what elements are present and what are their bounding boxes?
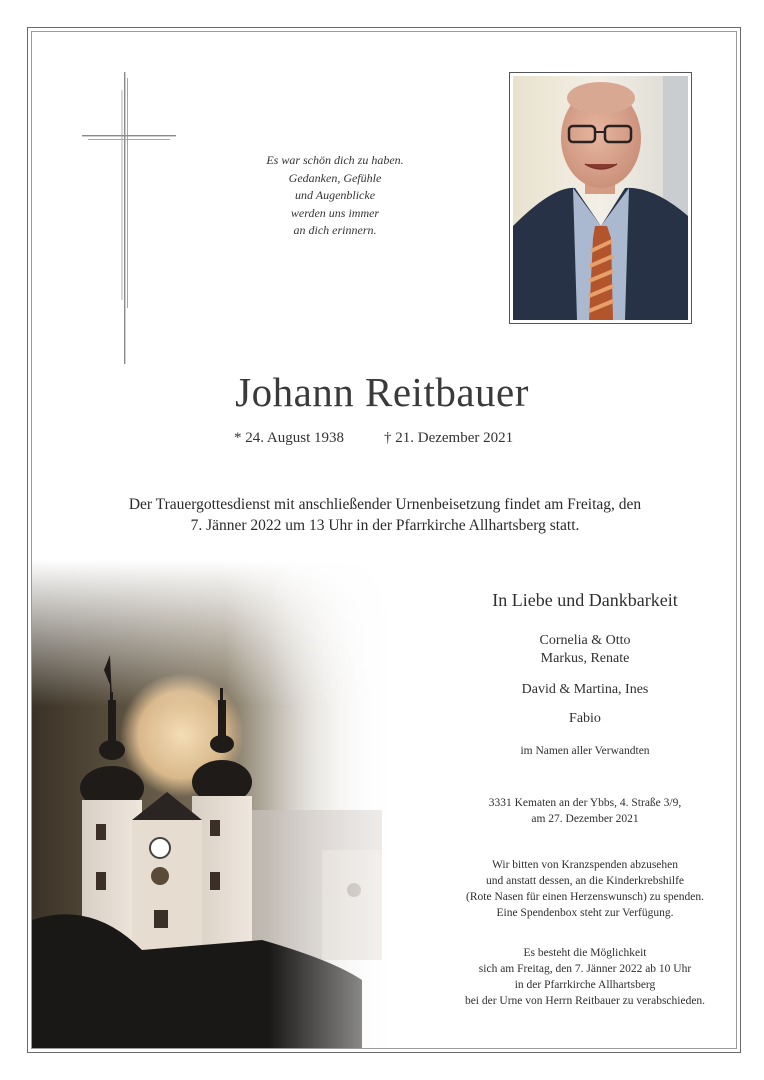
mourners-heading: In Liebe und Dankbarkeit	[492, 590, 678, 610]
family-group-3: Fabio	[569, 711, 601, 726]
service-line: 7. Jänner 2022 um 13 Uhr in der Pfarrkirche Allhartsberg statt.	[190, 517, 580, 534]
donation-line: (Rote Nasen für einen Herzenswunsch) zu spenden.	[466, 891, 704, 903]
urn-line: in der Pfarrkirche Allhartsberg	[514, 979, 656, 991]
verse-line: Gedanken, Gefühle	[288, 170, 382, 185]
deceased-name: Johann Reitbauer	[235, 369, 529, 415]
service-announcement	[90, 494, 680, 536]
urn-line: Es besteht die Möglichkeit	[523, 947, 647, 959]
death-date: † 21. Dezember 2021	[384, 430, 514, 446]
verse-line: an dich erinnern.	[293, 223, 377, 237]
verse-line: und Augenblicke	[294, 188, 376, 202]
address-block	[440, 795, 730, 827]
family-group-1	[440, 632, 730, 668]
service-line: Der Trauergottesdienst mit anschließender Urnenbeisetzung findet am Freitag, den	[128, 496, 642, 513]
donation-line: Wir bitten von Kranzspenden abzusehen	[491, 859, 679, 871]
memorial-verse	[250, 152, 420, 240]
portrait-frame	[509, 72, 692, 324]
church-image	[32, 560, 462, 1048]
portrait-photo	[513, 76, 688, 320]
donation-line: und anstatt dessen, an die Kinderkrebshilfe	[486, 875, 684, 887]
donation-line: Eine Spendenbox steht zur Verfügung.	[496, 907, 674, 919]
relatives-note: im Namen aller Verwandten	[520, 745, 650, 757]
family-line: Markus, Renate	[540, 651, 630, 666]
verse-line: Es war schön dich zu haben.	[266, 153, 404, 167]
birth-date: * 24. August 1938	[234, 430, 345, 446]
donation-note	[440, 857, 730, 921]
family-group-2: David & Martina, Ines	[521, 682, 649, 697]
urn-line: bei der Urne von Herrn Reitbauer zu verabschieden.	[464, 995, 706, 1007]
urn-farewell-note	[440, 945, 730, 1009]
address-line: 3331 Kematen an der Ybbs, 4. Straße 3/9,	[488, 797, 682, 809]
urn-line: sich am Freitag, den 7. Jänner 2022 ab 10 Uhr	[478, 963, 692, 975]
family-line: Cornelia & Otto	[539, 633, 631, 648]
address-date: am 27. Dezember 2021	[531, 813, 639, 825]
cross-icon	[80, 72, 180, 364]
verse-line: werden uns immer	[290, 205, 380, 220]
